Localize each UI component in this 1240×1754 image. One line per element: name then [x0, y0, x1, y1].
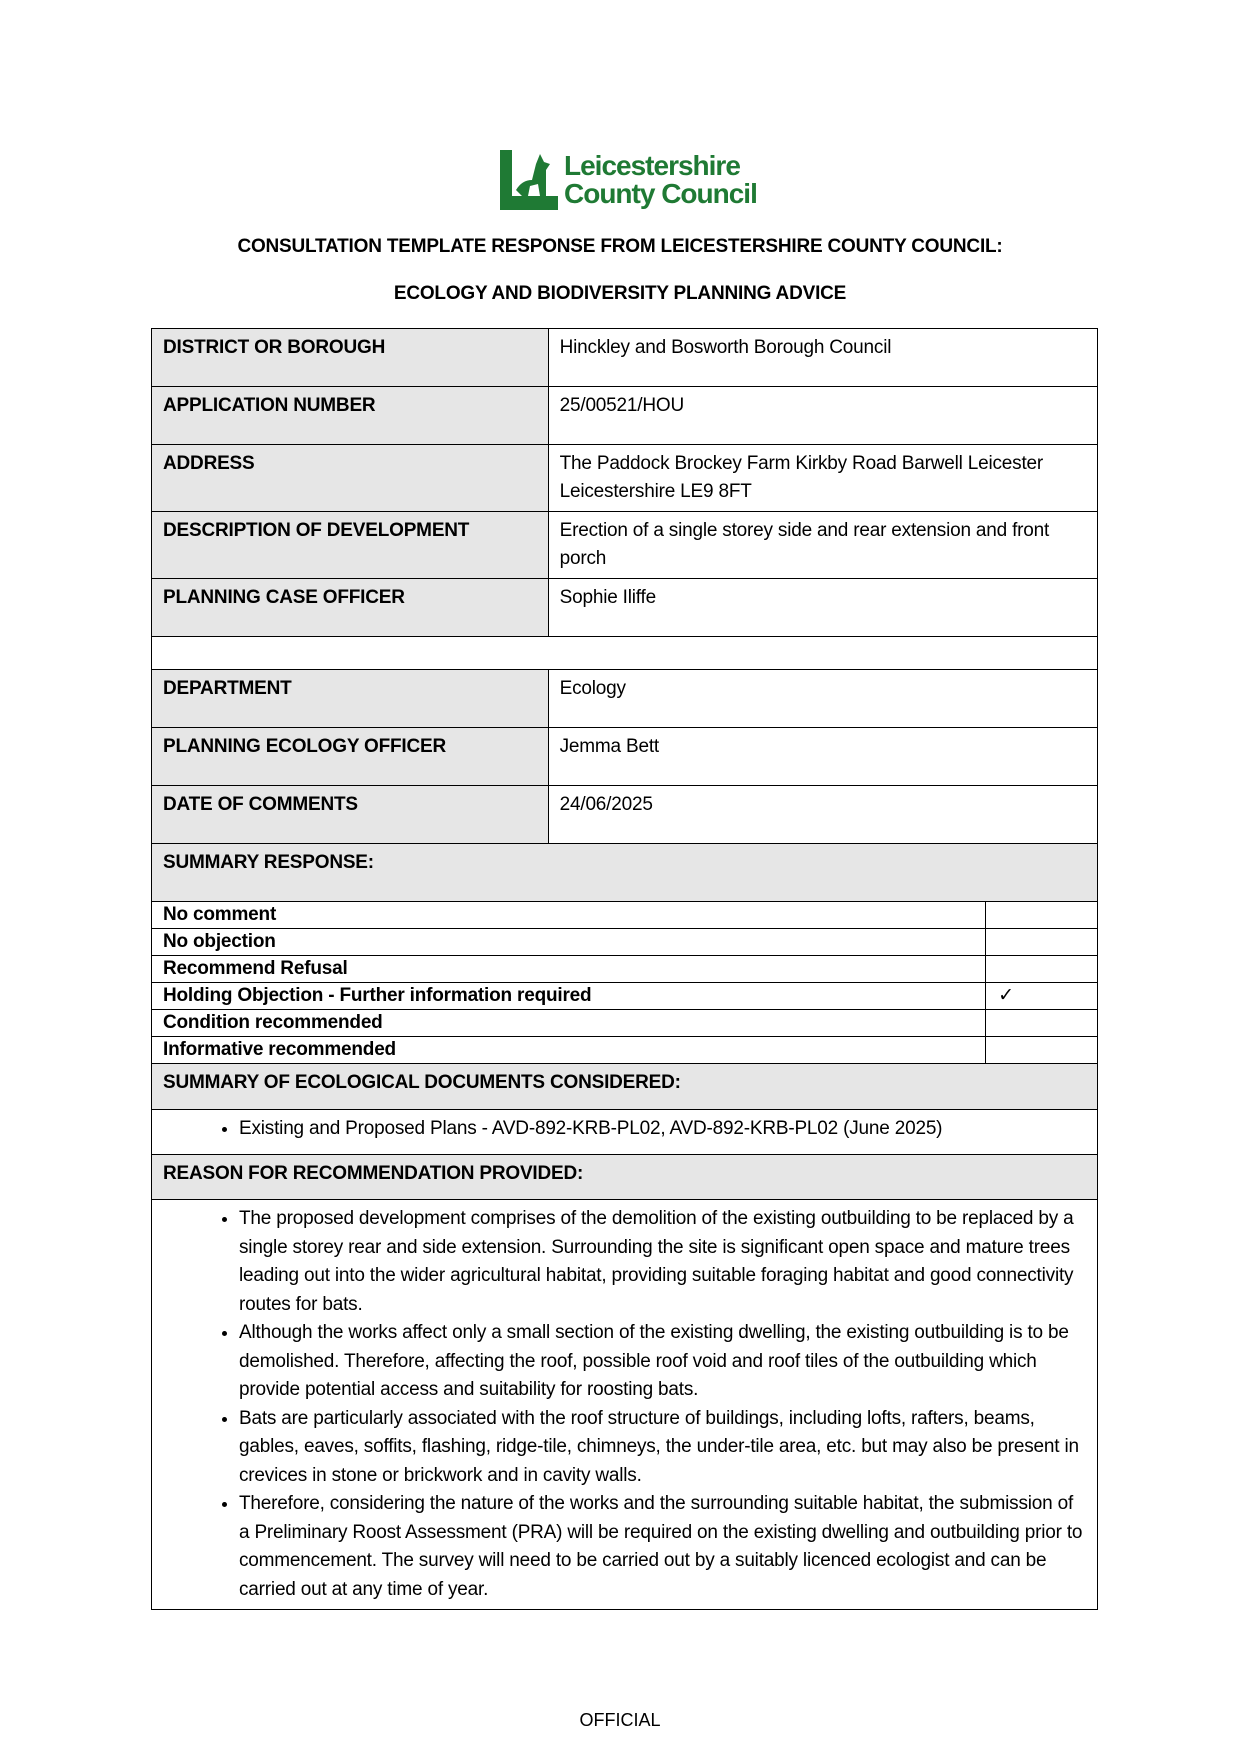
option-check [986, 929, 1098, 956]
detail-row [152, 579, 1098, 637]
department-row [152, 786, 1098, 844]
detail-value: Erection of a single storey side and rear extension and front porch [548, 512, 1097, 579]
document-item: • Existing and Proposed Plans - AVD-892-KRB-PL02, AVD-892-KRB-PL02 (June 2025) [239, 1115, 1086, 1144]
option-label: No comment [152, 902, 986, 929]
reason-heading: REASON FOR RECOMMENDATION PROVIDED: [152, 1155, 1098, 1200]
department-label: PLANNING ECOLOGY OFFICER [152, 728, 549, 786]
option-row [152, 902, 1098, 929]
reason-item: • Although the works affect only a small section of the existing dwelling, the existing outbuilding is to be demolished. Therefore, affecting the roof, possible roof void and roof tiles of the outbuilding which provide potential access and suitability for roosting bats. [239, 1319, 1086, 1405]
option-row [152, 1037, 1098, 1064]
department-row [152, 728, 1098, 786]
logo-line2: County Council [564, 178, 757, 209]
department-row [152, 670, 1098, 728]
documents-cell [152, 1110, 1098, 1155]
documents-heading: SUMMARY OF ECOLOGICAL DOCUMENTS CONSIDERED: [152, 1064, 1098, 1110]
detail-label: PLANNING CASE OFFICER [152, 579, 549, 637]
reason-item: • The proposed development comprises of the demolition of the existing outbuilding to be replaced by a single storey rear and side extension. Surrounding the site is significant open space and mature trees leading out into the wider agricultural habitat, providing suitable foraging habitat and good connectivity routes for bats. [239, 1205, 1086, 1319]
classification-footer: OFFICIAL [579, 1710, 661, 1730]
checkmark-icon: ✓ [986, 983, 1098, 1010]
option-label: No objection [152, 929, 986, 956]
spacer-row [152, 637, 1098, 670]
logo-line1: Leicestershire [564, 150, 740, 181]
reason-item: • Bats are particularly associated with the roof structure of buildings, including lofts, rafters, beams, gables, eaves, soffits, flashing, ridge-tile, chimneys, the under-tile area, etc. but may also be present in crevices in stone or brickwork and in cavity walls. [239, 1405, 1086, 1491]
detail-label: ADDRESS [152, 445, 549, 512]
consultation-table [151, 328, 1098, 1610]
reason-item: • Therefore, considering the nature of the works and the surrounding suitable habitat, the submission of a Preliminary Roost Assessment (PRA) will be required on the existing dwelling and outbuilding prior to commencement. The survey will need to be carried out by a suitably licenced ecologist and can be carried out at any time of year. [239, 1490, 1086, 1604]
council-logo [500, 150, 757, 210]
document-subtitle: ECOLOGY AND BIODIVERSITY PLANNING ADVICE [393, 283, 847, 304]
option-label: Recommend Refusal [152, 956, 986, 983]
department-value: Jemma Bett [548, 728, 1097, 786]
detail-value: Hinckley and Bosworth Borough Council [548, 329, 1097, 387]
option-check [986, 902, 1098, 929]
summary-heading: SUMMARY RESPONSE: [152, 844, 1098, 902]
detail-row [152, 329, 1098, 387]
option-row [152, 929, 1098, 956]
detail-row [152, 445, 1098, 512]
detail-value: 25/00521/HOU [548, 387, 1097, 445]
fox-logo-icon [500, 150, 558, 210]
department-label: DEPARTMENT [152, 670, 549, 728]
detail-value: The Paddock Brockey Farm Kirkby Road Barwell Leicester Leicestershire LE9 8FT [548, 445, 1097, 512]
option-row [152, 956, 1098, 983]
option-label: Holding Objection - Further information required [152, 983, 986, 1010]
document-title: CONSULTATION TEMPLATE RESPONSE FROM LEICESTERSHIRE COUNTY COUNCIL: [237, 236, 1003, 257]
option-check [986, 1037, 1098, 1064]
option-row [152, 983, 1098, 1010]
reasons-cell [152, 1200, 1098, 1610]
option-check [986, 1010, 1098, 1037]
option-label: Condition recommended [152, 1010, 986, 1037]
option-check [986, 956, 1098, 983]
option-row [152, 1010, 1098, 1037]
detail-label: DESCRIPTION OF DEVELOPMENT [152, 512, 549, 579]
option-label: Informative recommended [152, 1037, 986, 1064]
detail-label: APPLICATION NUMBER [152, 387, 549, 445]
detail-row [152, 387, 1098, 445]
detail-value: Sophie Iliffe [548, 579, 1097, 637]
detail-row [152, 512, 1098, 579]
department-value: 24/06/2025 [548, 786, 1097, 844]
detail-label: DISTRICT OR BOROUGH [152, 329, 549, 387]
department-label: DATE OF COMMENTS [152, 786, 549, 844]
department-value: Ecology [548, 670, 1097, 728]
